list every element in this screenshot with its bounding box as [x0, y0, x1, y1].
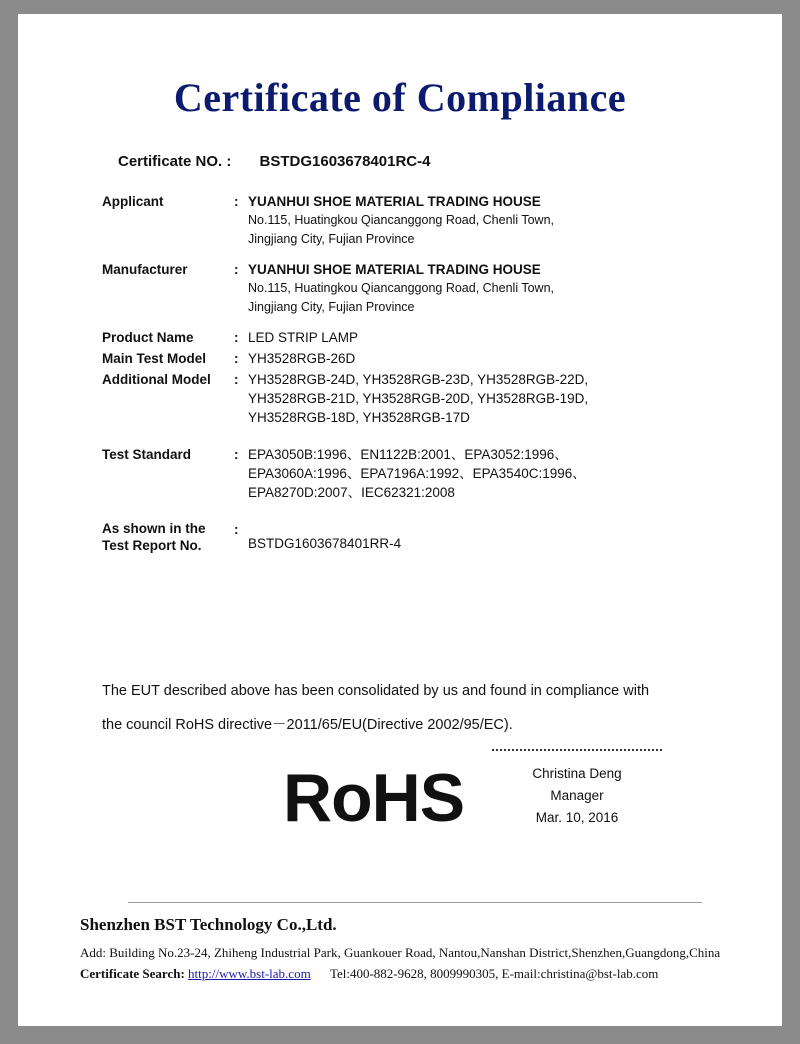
- test-report-label-line1: As shown in the: [102, 521, 206, 536]
- spacer: [102, 251, 742, 260]
- test-standard-line2: EPA3060A:1996、EPA7196A:1992、EPA3540C:1996、: [248, 466, 586, 481]
- manufacturer-company: YUANHUI SHOE MATERIAL TRADING HOUSE: [248, 262, 541, 277]
- field-manufacturer-value: [248, 260, 742, 317]
- footer-divider: [128, 902, 702, 903]
- footer-search-link[interactable]: http://www.bst-lab.com: [188, 966, 311, 981]
- applicant-company: YUANHUI SHOE MATERIAL TRADING HOUSE: [248, 194, 541, 209]
- field-manufacturer: [102, 260, 742, 317]
- spacer: [102, 429, 742, 445]
- field-product-name-colon: :: [234, 330, 239, 345]
- field-applicant-value: [248, 192, 742, 249]
- certificate-number-label: Certificate NO. :: [118, 153, 232, 170]
- field-main-test-model: [102, 349, 742, 368]
- field-additional-model-colon: :: [234, 372, 239, 387]
- footer-search: [80, 963, 742, 984]
- signature-date: Mar. 10, 2016: [535, 810, 619, 825]
- field-test-report-colon: :: [234, 522, 239, 537]
- field-manufacturer-colon: :: [234, 262, 239, 277]
- statement-line2: the council RoHS directive－2011/65/EU(Directive 2002/95/EC).: [102, 717, 513, 733]
- compliance-statement: [18, 674, 782, 742]
- field-test-standard: [102, 445, 742, 502]
- field-additional-model: [102, 370, 742, 427]
- spacer: [102, 319, 742, 328]
- field-manufacturer-label: Manufacturer: [102, 262, 188, 277]
- manufacturer-address-line1: No.115, Huatingkou Qiancanggong Road, Chenli Town,: [248, 281, 554, 295]
- page-title: Certificate of Compliance: [173, 75, 627, 120]
- field-product-name-value: LED STRIP LAMP: [248, 330, 359, 345]
- field-test-standard-value: [248, 445, 742, 502]
- footer-company: Shenzhen BST Technology Co.,Ltd.: [80, 915, 337, 934]
- additional-model-line1: YH3528RGB-24D, YH3528RGB-23D, YH3528RGB-22D,: [248, 372, 589, 387]
- field-test-report: [102, 520, 742, 554]
- fields-list: [18, 192, 782, 554]
- test-standard-line3: EPA8270D:2007、IEC62321:2008: [248, 485, 455, 500]
- field-main-test-model-colon: :: [234, 351, 239, 366]
- applicant-address-line2: Jingjiang City, Fujian Province: [248, 232, 415, 246]
- field-main-test-model-label: Main Test Model: [102, 351, 207, 366]
- field-additional-model-value: [248, 370, 742, 427]
- field-main-test-model-value: YH3528RGB-26D: [248, 351, 356, 366]
- field-test-standard-colon: :: [234, 447, 239, 462]
- signature-role: Manager: [550, 788, 604, 803]
- footer-search-label: Certificate Search:: [80, 966, 185, 981]
- footer: [18, 902, 782, 984]
- field-applicant-label: Applicant: [102, 194, 164, 209]
- field-test-report-value: BSTDG1603678401RR-4: [248, 536, 402, 551]
- field-product-name-label: Product Name: [102, 330, 194, 345]
- signature-name: Christina Deng: [532, 766, 622, 781]
- field-applicant-colon: :: [234, 194, 239, 209]
- signature-line: [492, 749, 662, 751]
- field-applicant: [102, 192, 742, 249]
- field-test-report-label: [102, 520, 234, 554]
- field-test-standard-label: Test Standard: [102, 447, 192, 462]
- field-additional-model-label: Additional Model: [102, 372, 211, 387]
- signature-block: [477, 749, 677, 829]
- certificate-number-value: BSTDG1603678401RC-4: [259, 153, 431, 170]
- additional-model-line3: YH3528RGB-18D, YH3528RGB-17D: [248, 410, 470, 425]
- rohs-mark: RoHS: [283, 760, 465, 836]
- certificate-page: [18, 14, 782, 1026]
- manufacturer-address-line2: Jingjiang City, Fujian Province: [248, 300, 415, 314]
- certificate-number: [18, 153, 782, 170]
- test-standard-line1: EPA3050B:1996、EN1122B:2001、EPA3052:1996、: [248, 447, 568, 462]
- test-report-label-line2: Test Report No.: [102, 538, 202, 553]
- applicant-address-line1: No.115, Huatingkou Qiancanggong Road, Chenli Town,: [248, 213, 554, 227]
- footer-address: Add: Building No.23-24, Zhiheng Industrial Park, Guankouer Road, Nantou,Nanshan District,Shenzhen,Guangdong,China: [80, 945, 721, 960]
- field-product-name: [102, 328, 742, 347]
- statement-line1: The EUT described above has been consolidated by us and found in compliance with: [102, 683, 650, 699]
- additional-model-line2: YH3528RGB-21D, YH3528RGB-20D, YH3528RGB-19D,: [248, 391, 589, 406]
- footer-contact: Tel:400-882-9628, 8009990305, E-mail:christina@bst-lab.com: [329, 966, 659, 981]
- spacer: [102, 504, 742, 520]
